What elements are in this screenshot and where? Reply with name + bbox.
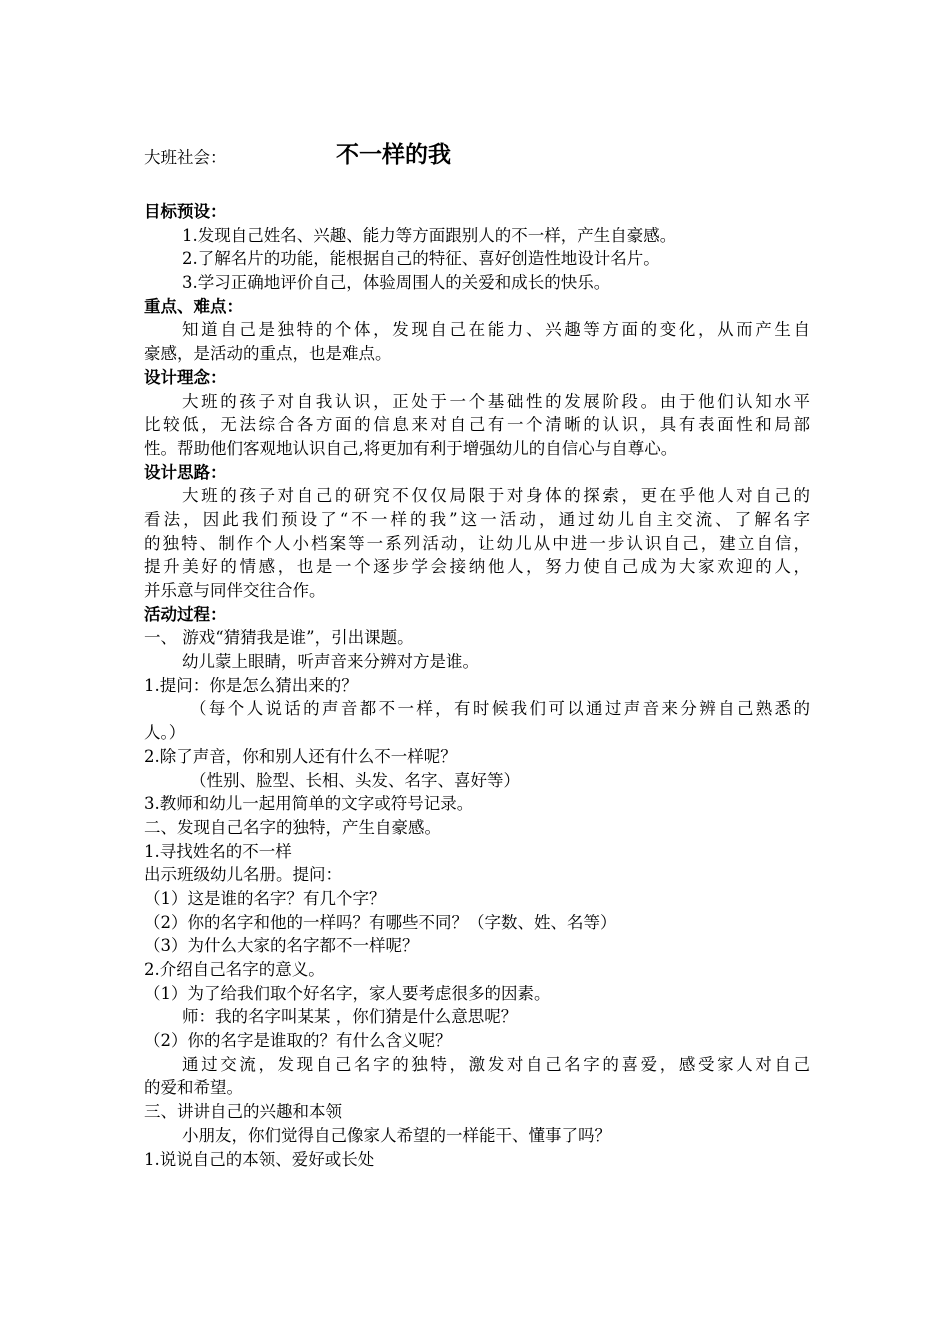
text-line: （3）为什么大家的名字都不一样呢？ bbox=[144, 936, 419, 956]
text-line: （2）你的名字和他的一样吗？有哪些不同？（字数、姓、名等） bbox=[144, 912, 617, 932]
text-line: 并乐意与同伴交往合作。 bbox=[144, 581, 326, 600]
section-heading: 设计理念： bbox=[144, 367, 227, 387]
document-title: 不一样的我 bbox=[336, 142, 451, 168]
text-line: 大班的孩子对自己的研究不仅仅局限于对身体的探索，更在乎他人对自己的 bbox=[182, 486, 810, 506]
text-line: 2.了解名片的功能，能根据自己的特征、喜好创造性地设计名片。 bbox=[182, 249, 660, 269]
text-line: 3.教师和幼儿一起用简单的文字或符号记录。 bbox=[144, 794, 474, 814]
text-line: 二、发现自己名字的独特，产生自豪感。 bbox=[144, 817, 441, 837]
text-line: （1）这是谁的名字？有几个字？ bbox=[144, 888, 386, 908]
text-line: 看法，因此我们预设了“不一样的我”这一活动，通过幼儿自主交流、了解名字 bbox=[144, 509, 810, 529]
text-line: 豪感，是活动的重点，也是难点。 bbox=[144, 344, 392, 364]
text-line: 3.学习正确地评价自己，体验周围人的关爱和成长的快乐。 bbox=[182, 273, 611, 293]
text-line: 小朋友，你们觉得自己像家人希望的一样能干、懂事了吗？ bbox=[182, 1125, 611, 1145]
document-body bbox=[144, 200, 810, 1171]
text-line: 幼儿蒙上眼睛，听声音来分辨对方是谁。 bbox=[182, 652, 479, 672]
text-line: 1.说说自己的本领、爱好或长处 bbox=[144, 1149, 375, 1169]
text-line: （1）为了给我们取个好名字，家人要考虑很多的因素。 bbox=[144, 983, 551, 1003]
text-line: 2.介绍自己名字的意义。 bbox=[144, 960, 325, 979]
text-line: （性别、脸型、长相、头发、名字、喜好等） bbox=[190, 770, 520, 790]
text-line: 一、 游戏“猜猜我是谁”，引出课题。 bbox=[144, 628, 414, 648]
text-line: 1.发现自己姓名、兴趣、能力等方面跟别人的不一样，产生自豪感。 bbox=[182, 225, 677, 245]
text-line: 比较低，无法综合各方面的信息来对自己有一个清晰的认识，具有表面性和局部 bbox=[144, 415, 810, 435]
text-line: （2）你的名字是谁取的？有什么含义呢？ bbox=[144, 1031, 452, 1051]
text-line: 出示班级幼儿名册。提问： bbox=[144, 865, 342, 885]
text-line: 通过交流，发现自己名字的独特，激发对自己名字的喜爱，感受家人对自己 bbox=[182, 1054, 810, 1074]
text-line: 提升美好的情感，也是一个逐步学会接纳他人，努力使自己成为大家欢迎的人， bbox=[144, 557, 810, 577]
text-line: 1.提问：你是怎么猜出来的？ bbox=[144, 675, 358, 695]
text-line: （每个人说话的声音都不一样，有时候我们可以通过声音来分辨自己熟悉的 bbox=[190, 699, 810, 719]
title-row bbox=[144, 136, 810, 170]
text-line: 师：我的名字叫某某 ，你们猜是什么意思呢？ bbox=[182, 1007, 518, 1027]
text-line: 1.寻找姓名的不一样 bbox=[144, 841, 292, 861]
text-line: 知道自己是独特的个体，发现自己在能力、兴趣等方面的变化，从而产生自 bbox=[182, 320, 810, 340]
text-line: 大班的孩子对自我认识，正处于一个基础性的发展阶段。由于他们认知水平 bbox=[182, 391, 810, 411]
text-line: 的爱和希望。 bbox=[144, 1078, 243, 1098]
text-line: 性。帮助他们客观地认识自己,将更加有利于增强幼儿的自信心与自尊心。 bbox=[144, 438, 678, 458]
section-heading: 目标预设： bbox=[144, 202, 227, 221]
section-heading: 设计思路： bbox=[144, 462, 227, 482]
title-prefix: 大班社会： bbox=[144, 148, 227, 167]
section-heading: 活动过程： bbox=[144, 604, 227, 624]
text-line: 人。） bbox=[144, 723, 186, 743]
text-line: 的独特、制作个人小档案等一系列活动，让幼儿从中进一步认识自己，建立自信， bbox=[144, 533, 810, 553]
text-line: 三、讲讲自己的兴趣和本领 bbox=[144, 1102, 342, 1122]
section-heading: 重点、难点： bbox=[144, 296, 243, 316]
text-line: 2.除了声音，你和别人还有什么不一样呢？ bbox=[144, 746, 457, 766]
